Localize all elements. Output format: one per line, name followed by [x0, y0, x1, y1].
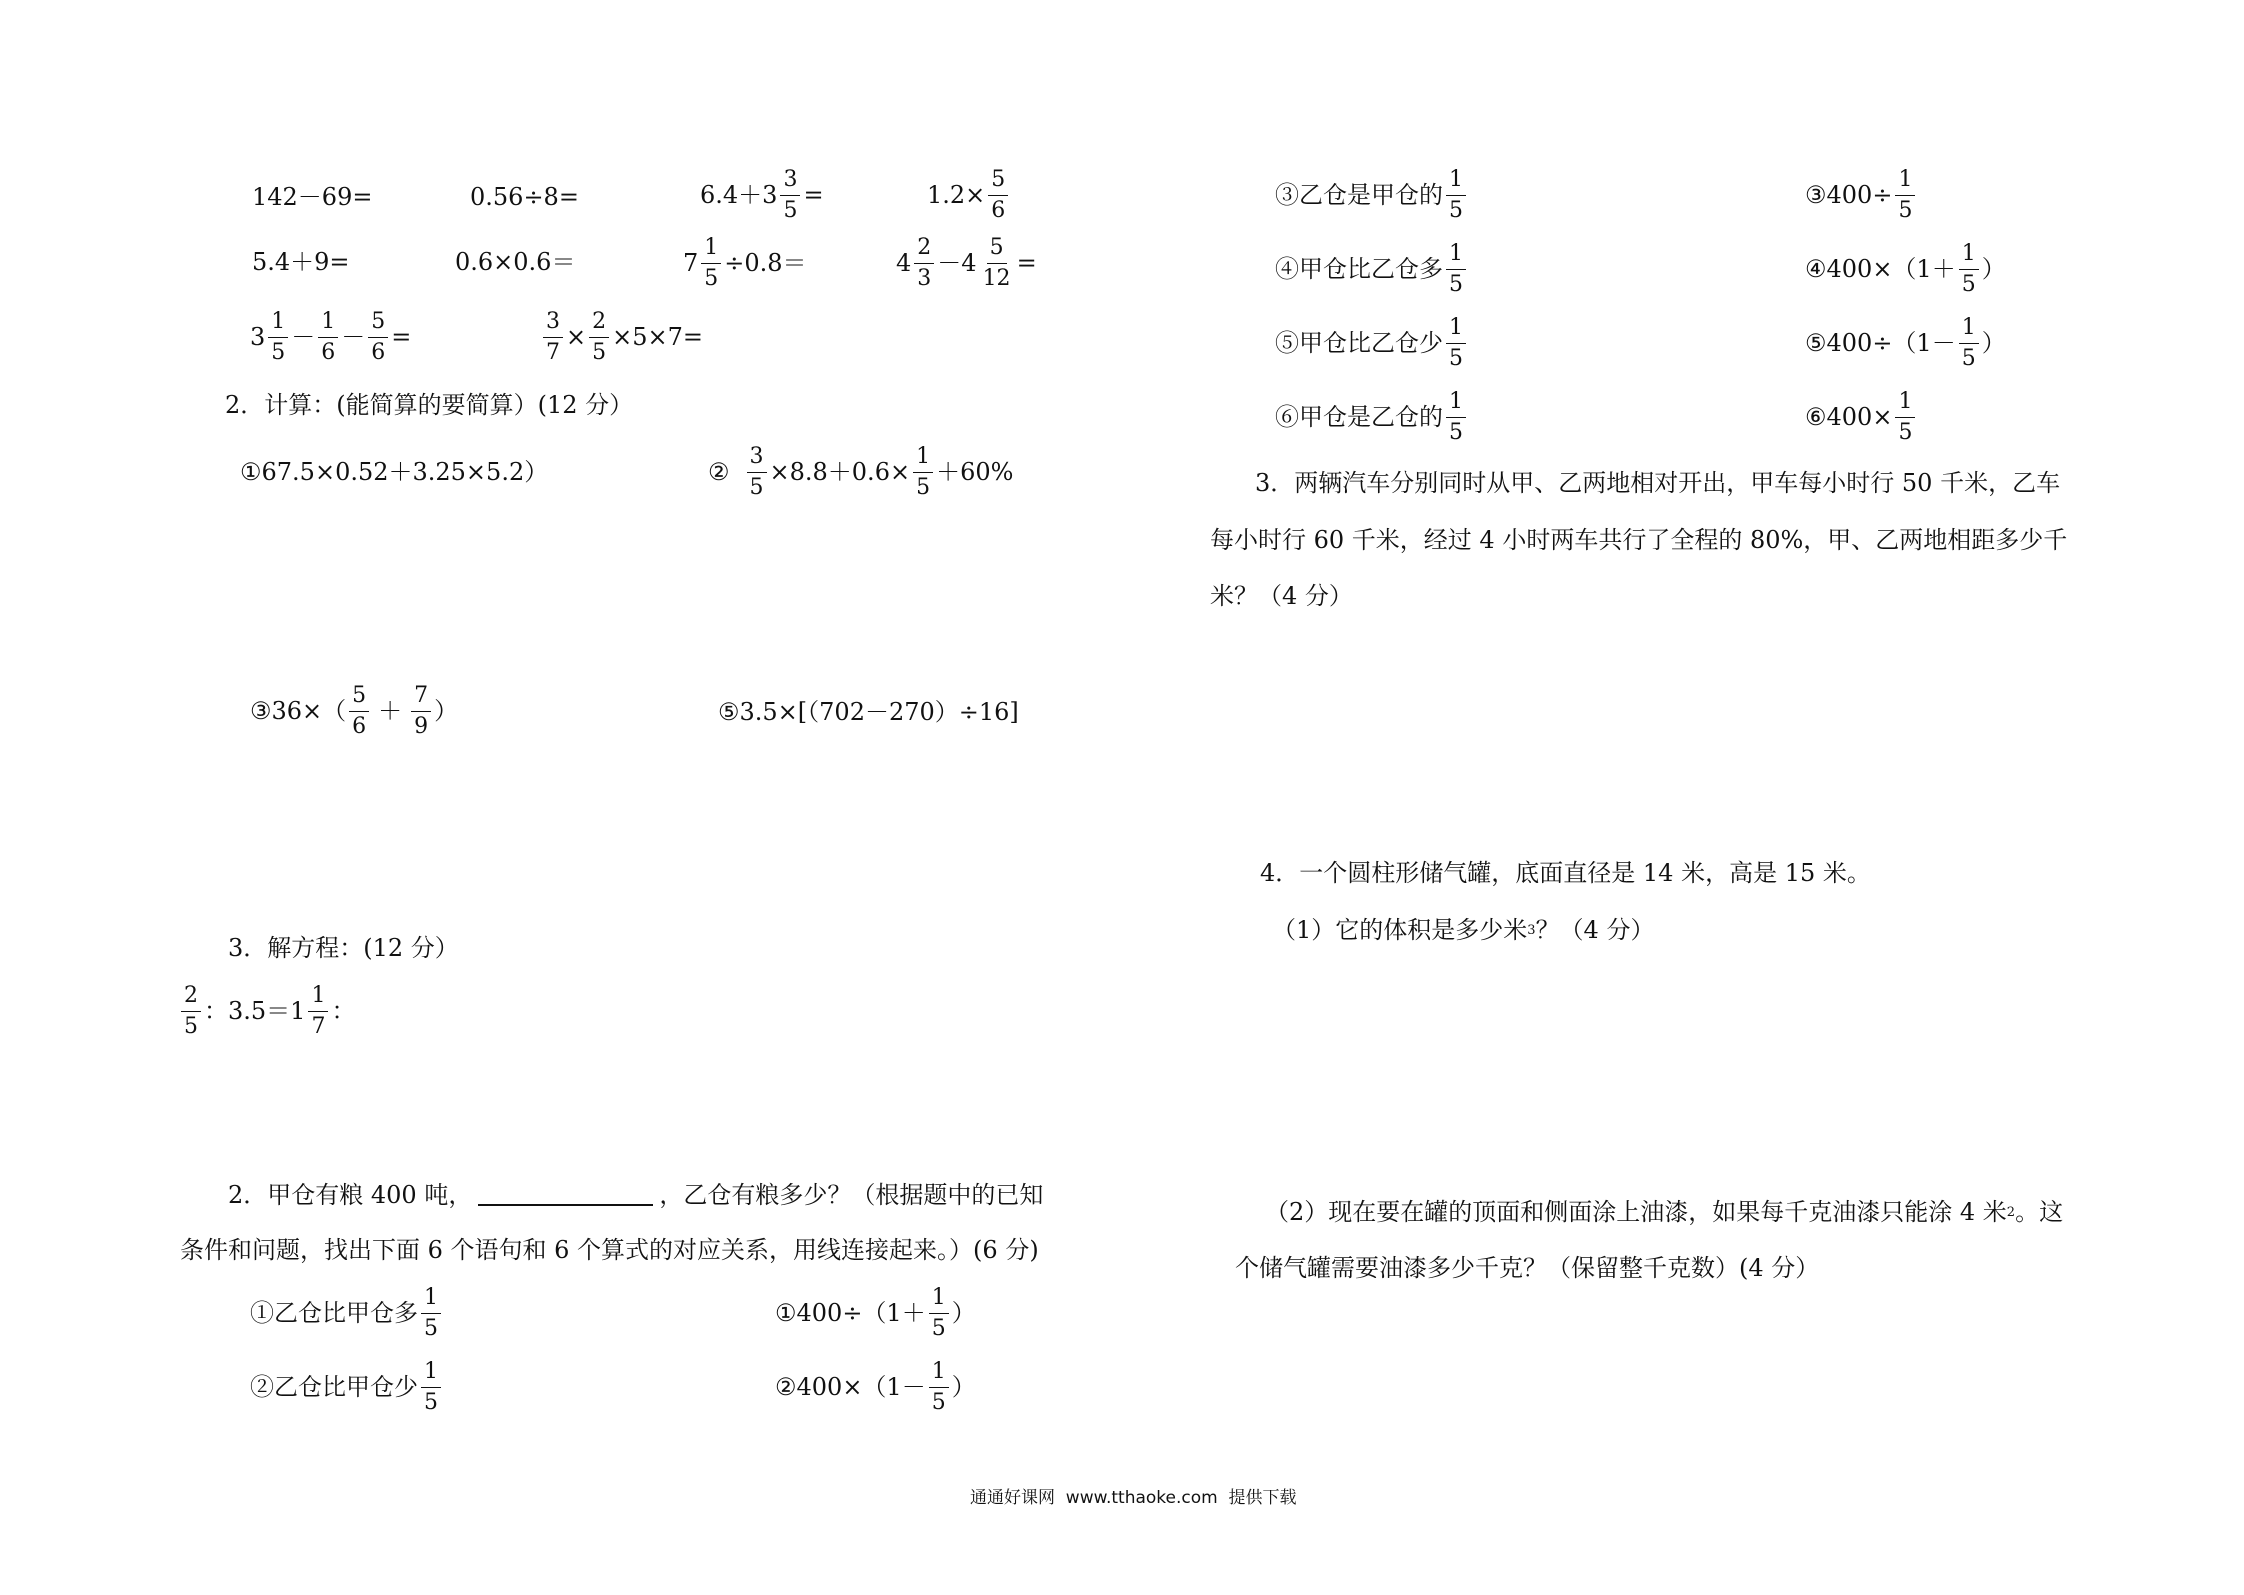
calc-item-1: ①67.5×0.52＋3.25×5.2）	[240, 458, 549, 486]
fraction: $\frac{3}{5}$	[747, 446, 767, 499]
match-formula-2: ②400×（1－ $\frac{1}{5}$ ）	[775, 1358, 976, 1415]
problem3-line1: 3．两辆汽车分别同时从甲、乙两地相对开出，甲车每小时行 50 千米，乙车	[1255, 469, 2061, 497]
fraction: $\frac{1}{5}$	[929, 1287, 949, 1340]
match-statement-5: ⑤甲仓比乙仓少 $\frac{1}{5}$	[1275, 308, 1469, 378]
oral-calc-7: 7 $\frac{1}{5}$ ÷0.8＝	[683, 234, 807, 291]
problem4-part1: （1）它的体积是多少米 3 ？（4 分）	[1272, 916, 1655, 944]
match-problem-line2: 条件和问题，找出下面 6 个语句和 6 个算式的对应关系，用线连接起来。）(6 分)	[180, 1236, 1039, 1264]
fraction: $\frac{5}{12}$	[982, 234, 1011, 291]
fraction: $\frac{3}{5}$	[780, 169, 800, 222]
oral-calc-8: 4 $\frac{2}{3}$ －4 $\frac{5}{12}$ =	[896, 234, 1037, 291]
equation-1: $\frac{2}{5}$ ：3.5＝1 $\frac{1}{7}$ ：	[178, 976, 355, 1046]
section-title-calc: 2．计算：(能简算的要简算）(12 分）	[225, 391, 634, 419]
section-title-equation: 3．解方程：(12 分）	[228, 934, 459, 962]
oral-calc-1: 142－69=	[252, 183, 373, 211]
fraction: $\frac{1}{5}$	[1959, 317, 1979, 370]
fraction: $\frac{1}{5}$	[268, 311, 288, 364]
fraction: $\frac{2}{5}$	[589, 311, 609, 364]
fraction: $\frac{3}{7}$	[543, 311, 563, 364]
oral-calc-6: 0.6×0.6＝	[455, 248, 576, 276]
match-statement-3: ③乙仓是甲仓的 $\frac{1}{5}$	[1275, 160, 1469, 230]
problem4-intro: 4．一个圆柱形储气罐，底面直径是 14 米，高是 15 米。	[1260, 859, 1871, 887]
fraction: $\frac{1}{5}$	[929, 1361, 949, 1414]
fraction: $\frac{1}{5}$	[701, 237, 721, 290]
oral-calc-9: 3 $\frac{1}{5}$ － $\frac{1}{6}$ － $\frac{5}{6}$ =	[250, 308, 412, 365]
problem4-part2-line2: 个储气罐需要油漆多少千克？（保留整千克数）(4 分）	[1235, 1254, 1820, 1282]
fraction: $\frac{1}{5}$	[421, 1361, 441, 1414]
match-statement-4: ④甲仓比乙仓多 $\frac{1}{5}$	[1275, 234, 1469, 304]
oral-calc-5: 5.4＋9=	[252, 248, 350, 276]
fraction: $\frac{5}{6}$	[368, 311, 388, 364]
fraction: $\frac{7}{9}$	[411, 685, 431, 738]
match-formula-3: ③400÷ $\frac{1}{5}$	[1805, 160, 1918, 230]
calc-item-3: ③36×（ $\frac{5}{6}$ ＋ $\frac{7}{9}$ ）	[250, 682, 459, 739]
answer-blank	[478, 1184, 653, 1206]
problem3-line2: 每小时行 60 千米，经过 4 小时两车共行了全程的 80%，甲、乙两地相距多少千	[1210, 526, 2068, 554]
fraction: $\frac{1}{5}$	[421, 1287, 441, 1340]
calc-item-2: ② $\frac{3}{5}$ ×8.8＋0.6× $\frac{1}{5}$ ＋60%	[708, 443, 1014, 500]
oral-calc-3: 6.4＋3 $\frac{3}{5}$ =	[700, 166, 824, 223]
match-formula-6: ⑥400× $\frac{1}{5}$	[1805, 382, 1918, 452]
oral-calc-4: 1.2× $\frac{5}{6}$	[927, 160, 1011, 230]
footer-credit: 通通好课网 www.tthaoke.com 提供下载	[970, 1487, 1297, 1508]
calc-item-5: ⑤3.5×[（702－270）÷16]	[718, 698, 1019, 726]
match-statement-1: ①乙仓比甲仓多 $\frac{1}{5}$	[250, 1278, 444, 1348]
fraction: $\frac{1}{5}$	[913, 446, 933, 499]
oral-calc-10: $\frac{3}{7}$ × $\frac{2}{5}$ ×5×7=	[540, 302, 703, 372]
fraction: $\frac{1}{5}$	[1446, 169, 1466, 222]
problem4-part2-line1: （2）现在要在罐的顶面和侧面涂上油漆，如果每千克油漆只能涂 4 米 2 。这	[1265, 1198, 2064, 1226]
fraction: $\frac{5}{6}$	[349, 685, 369, 738]
fraction: $\frac{1}{5}$	[1959, 243, 1979, 296]
fraction: $\frac{2}{5}$	[181, 985, 201, 1038]
oral-calc-2: 0.56÷8=	[470, 183, 579, 211]
match-formula-4: ④400×（1＋ $\frac{1}{5}$ ）	[1805, 240, 2006, 297]
match-statement-6: ⑥甲仓是乙仓的 $\frac{1}{5}$	[1275, 382, 1469, 452]
match-problem-line1: 2．甲仓有粮 400 吨， ，乙仓有粮多少？（根据题中的已知	[228, 1181, 1044, 1209]
fraction: $\frac{5}{6}$	[988, 169, 1008, 222]
fraction: $\frac{1}{5}$	[1446, 391, 1466, 444]
fraction: $\frac{1}{5}$	[1446, 317, 1466, 370]
fraction: $\frac{1}{5}$	[1895, 391, 1915, 444]
match-formula-1: ①400÷（1＋ $\frac{1}{5}$ ）	[775, 1284, 976, 1341]
fraction: $\frac{1}{7}$	[308, 985, 328, 1038]
fraction: $\frac{1}{6}$	[318, 311, 338, 364]
fraction: $\frac{2}{3}$	[914, 237, 934, 290]
fraction: $\frac{1}{5}$	[1446, 243, 1466, 296]
match-formula-5: ⑤400÷（1－ $\frac{1}{5}$ ）	[1805, 314, 2006, 371]
problem3-line3: 米？（4 分）	[1210, 582, 1353, 610]
fraction: $\frac{1}{5}$	[1895, 169, 1915, 222]
match-statement-2: ②乙仓比甲仓少 $\frac{1}{5}$	[250, 1352, 444, 1422]
